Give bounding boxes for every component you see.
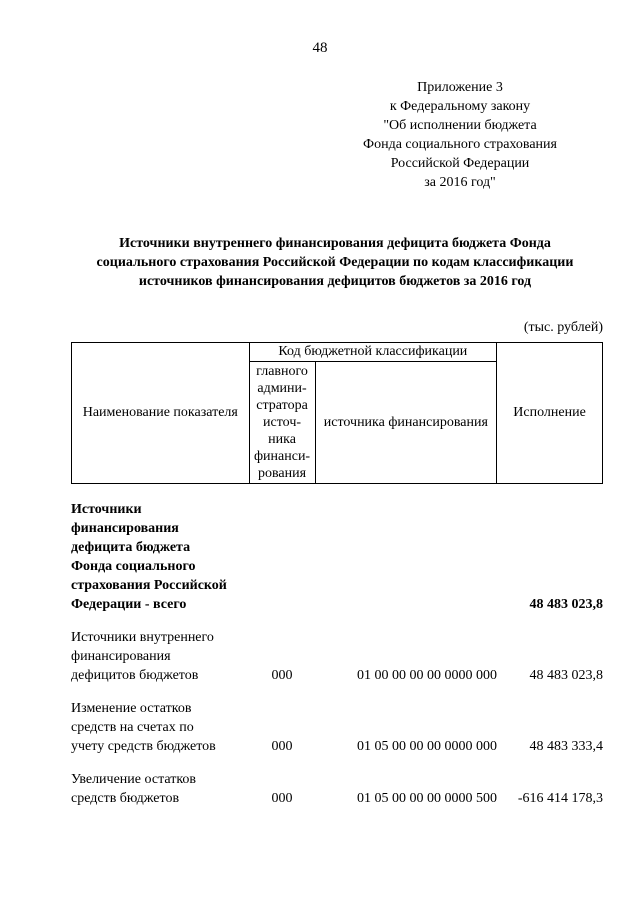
row-execution: -616 414 178,3 — [517, 791, 603, 806]
table-row — [71, 628, 603, 685]
unit-note: (тыс. рублей) — [523, 320, 603, 335]
row-admin-code: 000 — [271, 668, 293, 683]
title-line: источников финансирования дефицитов бюджетов за 2016 год — [138, 274, 532, 289]
header-execution: Исполнение — [497, 343, 603, 484]
header-admin-line: источ- — [263, 415, 302, 430]
row-execution: 48 483 023,8 — [529, 597, 603, 612]
row-name-line: Источники внутреннего — [71, 630, 214, 645]
appendix-line: Российской Федерации — [390, 156, 530, 171]
document-title — [70, 234, 600, 291]
row-name — [71, 628, 249, 685]
row-source-code: 01 05 00 00 00 0000 000 — [357, 739, 497, 754]
row-name-line: учету средств бюджетов — [71, 739, 216, 754]
appendix-line: Приложение 3 — [417, 80, 503, 95]
header-admin — [249, 362, 315, 484]
title-line: социального страхования Российской Федерации по кодам классификации — [96, 255, 574, 270]
row-execution: 48 483 023,8 — [529, 668, 603, 683]
row-name-line: Изменение остатков — [71, 701, 192, 716]
header-admin-line: ника — [268, 432, 296, 447]
table-row — [71, 770, 603, 808]
row-admin-code: 000 — [271, 739, 293, 754]
header-admin-line: админи- — [257, 381, 307, 396]
row-source-code: 01 00 00 00 00 0000 000 — [357, 668, 497, 683]
row-name-line: средств бюджетов — [71, 791, 180, 806]
row-name-line: Увеличение остатков — [71, 772, 197, 787]
row-name-line: средств на счетах по — [71, 720, 194, 735]
page-number: 48 — [312, 40, 328, 56]
header-admin-line: рования — [258, 466, 307, 481]
row-name-line: дефицита бюджета — [71, 540, 191, 555]
header-source: источника финансирования — [315, 362, 497, 484]
row-name-line: страхования Российской — [71, 578, 227, 593]
header-admin-line: главного — [256, 364, 308, 379]
row-execution: 48 483 333,4 — [529, 739, 603, 754]
row-name-line: Федерации - всего — [71, 597, 187, 612]
title-line: Источники внутреннего финансирования дефицита бюджета Фонда — [119, 236, 551, 251]
row-name-line: финансирования — [71, 521, 179, 536]
row-admin-code: 000 — [271, 791, 293, 806]
header-code-group: Код бюджетной классификации — [249, 343, 497, 362]
header-admin-line: финанси- — [253, 449, 311, 464]
row-name-line: финансирования — [71, 649, 171, 664]
row-name-line: Источники — [71, 502, 142, 517]
row-name — [71, 770, 249, 808]
row-name — [71, 699, 249, 756]
table-body — [71, 500, 603, 822]
header-name: Наименование показателя — [72, 343, 250, 484]
appendix-reference — [360, 78, 560, 192]
appendix-line: Фонда социального страхования — [363, 137, 557, 152]
table-row-total — [71, 500, 603, 614]
header-admin-line: стратора — [256, 398, 308, 413]
appendix-line: "Об исполнении бюджета — [383, 118, 537, 133]
row-name — [71, 500, 249, 614]
appendix-line: к Федеральному закону — [389, 99, 531, 114]
table-header — [71, 342, 603, 484]
appendix-line: за 2016 год" — [424, 175, 496, 190]
table-row — [71, 699, 603, 756]
row-name-line: дефицитов бюджетов — [71, 668, 199, 683]
row-name-line: Фонда социального — [71, 559, 196, 574]
row-source-code: 01 05 00 00 00 0000 500 — [357, 791, 497, 806]
